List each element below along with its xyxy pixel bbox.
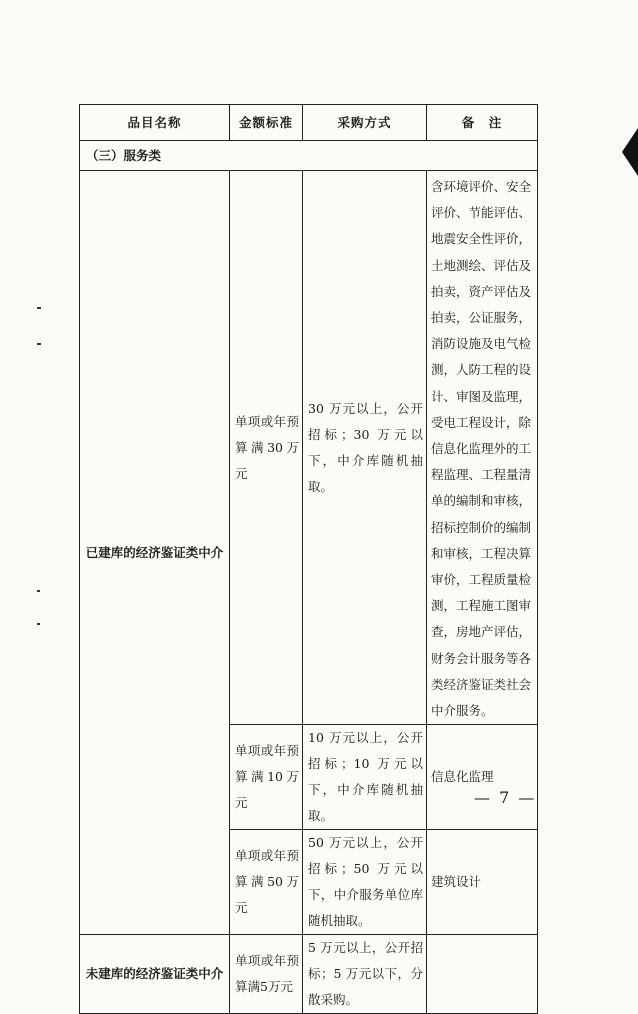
col-header-procurement: 采购方式 — [303, 105, 427, 141]
scan-speck — [37, 590, 40, 592]
scan-speck — [37, 343, 41, 345]
note: 建筑设计 — [427, 830, 538, 935]
section-row — [80, 141, 538, 171]
amount-standard: 单项或年预算满5万元 — [230, 935, 303, 1014]
amount-standard: 单项或年预算满30万元 — [230, 171, 303, 725]
table-row — [80, 935, 538, 1014]
col-header-item-name: 品目名称 — [80, 105, 230, 141]
note: 信息化监理 — [427, 725, 538, 830]
item-name: 已建库的经济鉴证类中介 — [80, 171, 230, 935]
table-row — [80, 171, 538, 725]
scan-speck — [37, 623, 40, 625]
header-row — [80, 105, 538, 141]
procurement-method: 50 万元以上，公开招标；50 万元以下，中介服务单位库随机抽取。 — [303, 830, 427, 935]
page-number: — 7 — — [474, 788, 537, 807]
scan-speck — [37, 307, 41, 309]
amount-standard: 单项或年预算满50万元 — [230, 830, 303, 935]
col-header-note: 备 注 — [427, 105, 538, 141]
section-title: （三）服务类 — [80, 141, 538, 171]
note: 含环境评价、安全评价、节能评估、地震安全性评价，土地测绘、评估及拍卖，资产评估及拍卖，公证服务，消防设施及电气检测，人防工程的设计、审图及监理，受电工程设计，除信息化监理外的工程监理、工程量清单的编制和审核，招标控制价的编制和审核，工程决算审价，工程质量检测，工程施工图审查，房地产评估，财务会计服务等各类经济鉴证类社会中介服务。 — [427, 171, 538, 725]
procurement-method: 10 万元以上，公开招标；10 万元以下，中介库随机抽取。 — [303, 725, 427, 830]
amount-standard: 单项或年预算满10万元 — [230, 725, 303, 830]
procurement-method: 30 万元以上，公开招标；30 万元以下，中介库随机抽取。 — [303, 171, 427, 725]
procurement-method: 5 万元以上，公开招标；5 万元以下，分散采购。 — [303, 935, 427, 1014]
procurement-table — [79, 104, 538, 1014]
note — [427, 935, 538, 1014]
scan-edge-mark — [622, 128, 638, 176]
col-header-amount: 金额标准 — [230, 105, 303, 141]
item-name: 未建库的经济鉴证类中介 — [80, 935, 230, 1014]
